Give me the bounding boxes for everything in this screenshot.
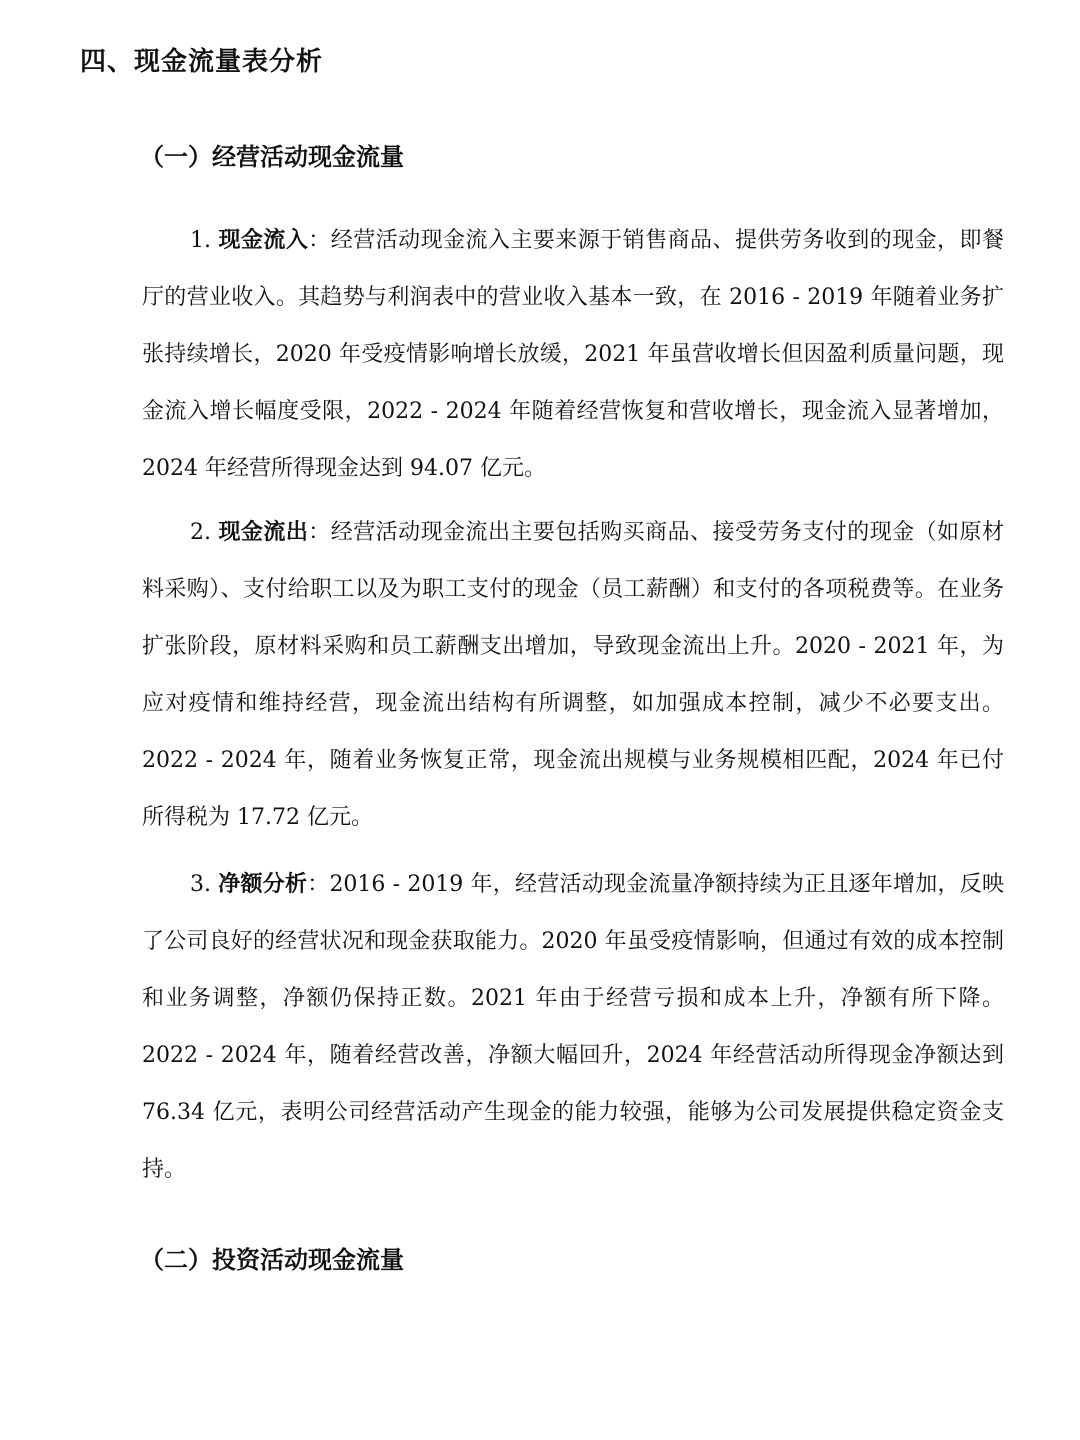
subsection-title-investing: （二）投资活动现金流量	[140, 1245, 404, 1274]
paragraph-cash-inflow	[142, 212, 1004, 497]
paragraph-number: 1.	[190, 228, 211, 253]
paragraph-cash-outflow	[142, 504, 1004, 846]
subsection-title-operating: （一）经营活动现金流量	[140, 142, 404, 171]
paragraph-net-analysis	[142, 856, 1004, 1198]
paragraph-separator: ：	[308, 520, 331, 545]
paragraph-lead: 现金流出	[218, 519, 309, 545]
section-heading: 四、现金流量表分析	[80, 47, 324, 77]
paragraph-separator: ：	[307, 872, 330, 897]
paragraph-body: 经营活动现金流出主要包括购买商品、接受劳务支付的现金（如原材料采购）、支付给职工以及为职工支付的现金（员工薪酬）和支付的各项税费等。在业务扩张阶段，原材料采购和员工薪酬支出增加，导致现金流出上升。2020 - 2021 年，为应对疫情和维持经营，现金流出结构有所调整，如加强成本控制，减少不必要支出。2022 - 2024 年，随着业务恢复正常，现金流出规模与业务规模相匹配，2024 年已付所得税为 17.72 亿元。	[142, 520, 1004, 830]
paragraph-number: 3.	[190, 872, 211, 897]
paragraph-number: 2.	[190, 520, 211, 545]
paragraph-lead: 现金流入	[218, 227, 309, 253]
paragraph-body: 2016 - 2019 年，经营活动现金流量净额持续为正且逐年增加，反映了公司良好的经营状况和现金获取能力。2020 年虽受疫情影响，但通过有效的成本控制和业务调整，净额仍保持正数。2021 年由于经营亏损和成本上升，净额有所下降。2022 - 2024 年，随着经营改善，净额大幅回升，2024 年经营活动所得现金净额达到 76.34 亿元，表明公司经营活动产生现金的能力较强，能够为公司发展提供稳定资金支持。	[142, 872, 1004, 1182]
paragraph-separator: ：	[308, 228, 331, 253]
paragraph-body: 经营活动现金流入主要来源于销售商品、提供劳务收到的现金，即餐厅的营业收入。其趋势与利润表中的营业收入基本一致，在 2016 - 2019 年随着业务扩张持续增长，2020 年受疫情影响增长放缓，2021 年虽营收增长但因盈利质量问题，现金流入增长幅度受限，2022 - 2024 年随着经营恢复和营收增长，现金流入显著增加，2024 年经营所得现金达到 94.07 亿元。	[142, 228, 1004, 481]
paragraph-lead: 净额分析	[218, 871, 308, 897]
